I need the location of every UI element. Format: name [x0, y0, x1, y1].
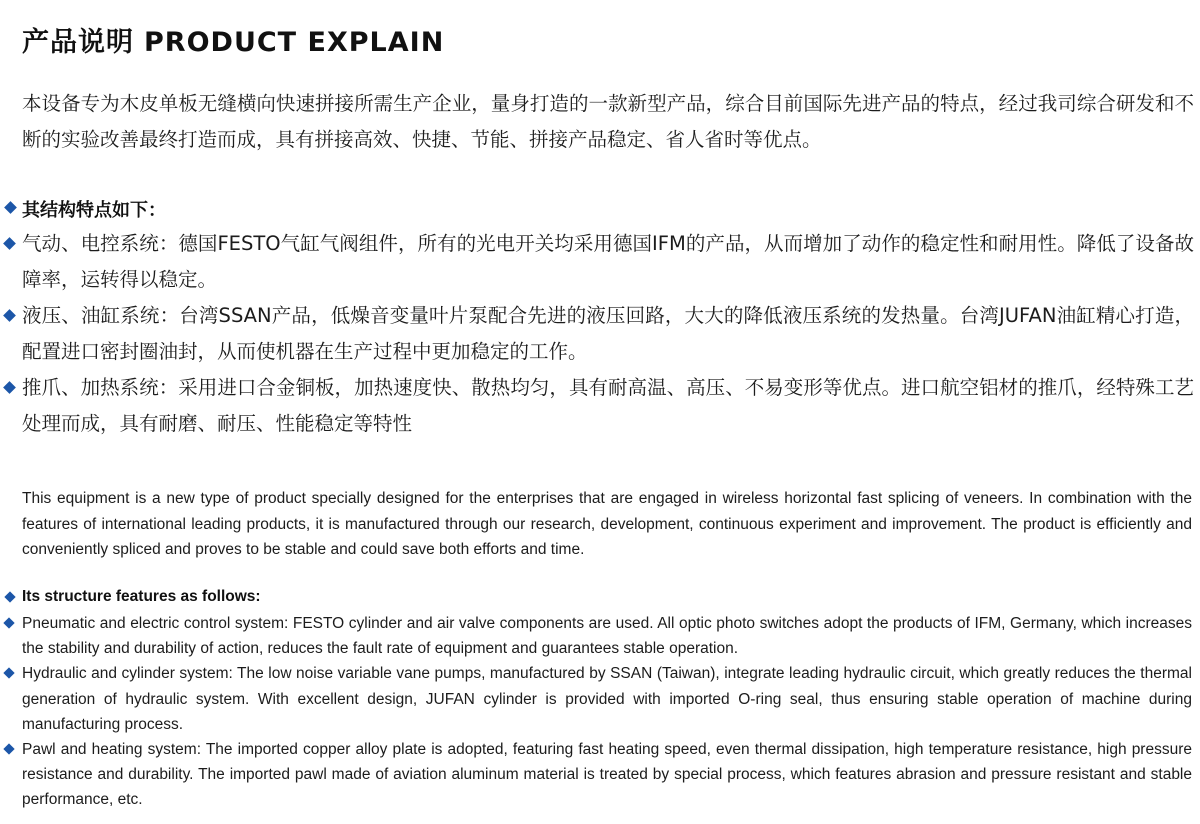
list-item: [0, 226, 1194, 298]
diamond-bullet-icon: [3, 668, 14, 679]
zh-feature-text: 液压、油缸系统：台湾SSAN产品，低燥音变量叶片泵配合先进的液压回路，大大的降低液压系统的发热量。台湾JUFAN油缸精心打造，配置进口密封圈油封，从而使机器在生产过程中更加稳定的工作。: [22, 304, 1194, 363]
diamond-bullet-icon: [3, 743, 14, 754]
zh-feature-text: 推爪、加热系统：采用进口合金铜板，加热速度快、散热均匀，具有耐高温、高压、不易变形等优点。进口航空铝材的推爪，经特殊工艺处理而成，具有耐磨、耐压、性能稳定等特性: [22, 376, 1194, 435]
en-structure-heading-text: Its structure features as follows:: [22, 588, 261, 605]
en-structure-heading: [6, 588, 261, 606]
en-feature-text: Hydraulic and cylinder system: The low noise variable vane pumps, manufactured by SSAN (Taiwan), integrate leading hydraulic circuit, which greatly reduces the thermal generation of hydraulic system. With excellent design, JUFAN cylinder is provided with imported O-ring seal, thus ensuring stable operation of machine during manufacturing process.: [22, 665, 1192, 733]
diamond-bullet-icon: [3, 381, 16, 394]
page-title-en: PRODUCT EXPLAIN: [144, 27, 445, 58]
list-item: [0, 370, 1194, 442]
en-intro-paragraph: This equipment is a new type of product specially designed for the enterprises that are engaged in wireless horizontal fast splicing of veneers. In combination with the features of international leading products, it is manufactured through our research, development, continuous experiment and improvement. The product is efficiently and conveniently spliced and proves to be stable and could save both efforts and time.: [22, 490, 1192, 558]
en-feature-text: Pneumatic and electric control system: FESTO cylinder and air valve components are used. All optic photo switches adopt the products of IFM, Germany, which increases the stability and durability of action, reduces the fault rate of equipment and guarantees stable operation.: [22, 615, 1192, 658]
list-item: [0, 298, 1194, 370]
list-item: [0, 661, 1192, 737]
page-title-zh: 产品说明: [22, 27, 134, 58]
list-item: [0, 611, 1192, 661]
diamond-bullet-icon: [3, 309, 16, 322]
zh-structure-heading-text: 其结构特点如下：: [22, 200, 166, 221]
page-title: [22, 20, 444, 59]
list-item: [0, 737, 1192, 813]
diamond-bullet-icon: [3, 237, 16, 250]
en-feature-text: Pawl and heating system: The imported copper alloy plate is adopted, featuring fast heating speed, even thermal dissipation, high temperature resistance, high pressure resistance and durability. The imported pawl made of aviation aluminum material is treated by special process, which features abrasion and pressure resistant and stable performance, etc.: [22, 741, 1192, 809]
diamond-bullet-icon: [3, 617, 14, 628]
zh-structure-heading: [6, 196, 166, 222]
en-feature-list: [0, 611, 1192, 813]
zh-intro-paragraph: 本设备专为木皮单板无缝横向快速拼接所需生产企业，量身打造的一款新型产品，综合目前国际先进产品的特点，经过我司综合研发和不断的实验改善最终打造而成，具有拼接高效、快捷、节能、拼接产品稳定、省人省时等优点。: [22, 92, 1194, 151]
zh-feature-text: 气动、电控系统：德国FESTO气缸气阀组件，所有的光电开关均采用德国IFM的产品，从而增加了动作的稳定性和耐用性。降低了设备故障率，运转得以稳定。: [22, 232, 1194, 291]
zh-feature-list: [0, 226, 1194, 442]
